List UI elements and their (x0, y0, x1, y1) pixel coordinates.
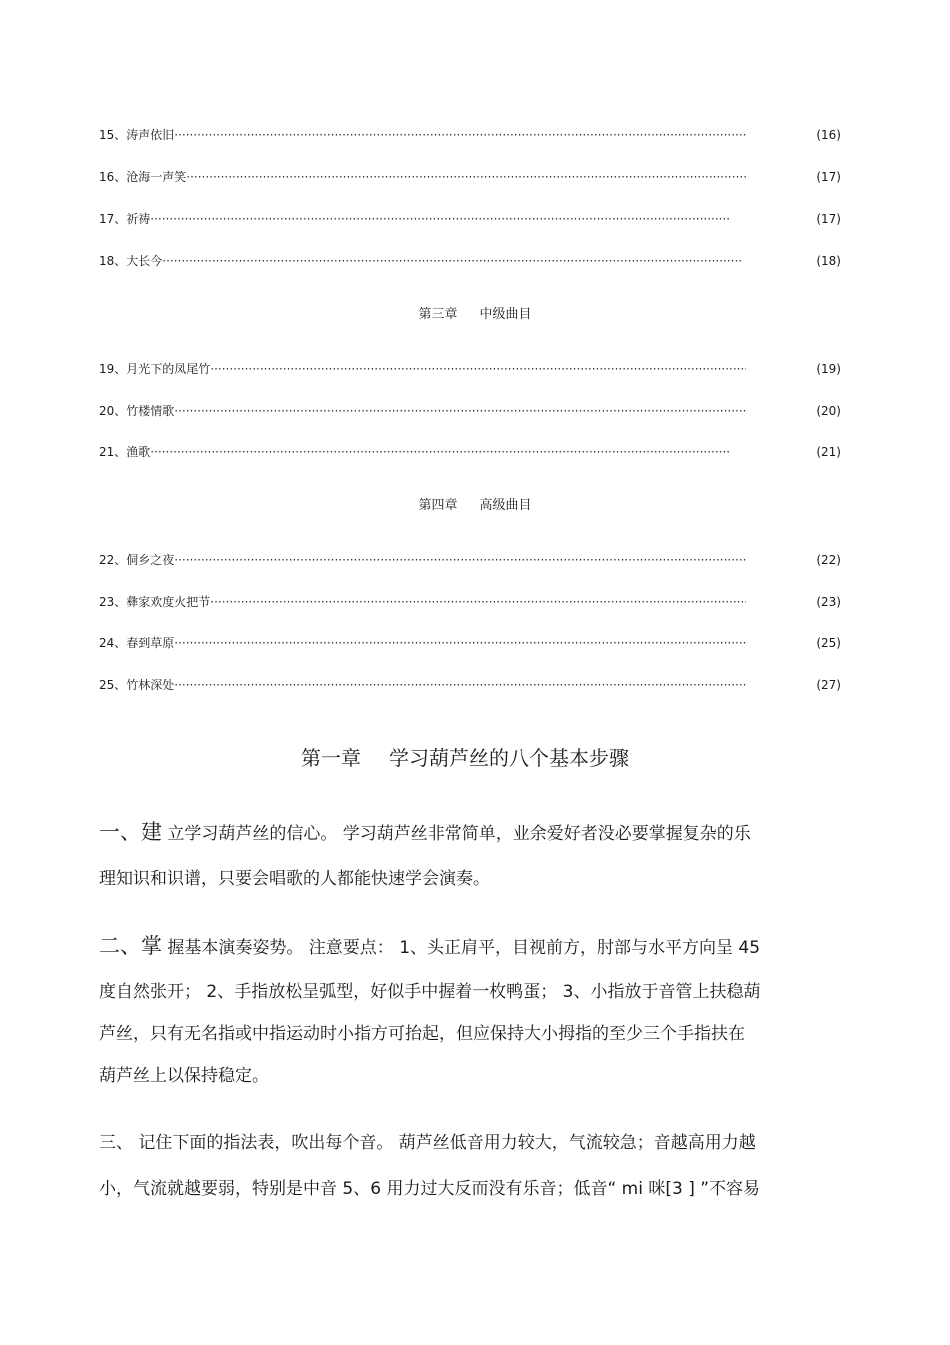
section-1-line-1 (99, 820, 751, 846)
toc-entry-page: (27) (816, 678, 841, 692)
toc-entry-title: 15、涛声依旧 ····· (99, 125, 746, 145)
section-2-prefix: 二、 (99, 934, 141, 958)
chapter-title (0, 745, 930, 771)
toc-entry-page: (20) (816, 404, 841, 418)
section-3-line-2: 小，气流就越要弱，特别是中音 5、6 用力过大反而没有乐音；低音“ mi 咪[3 ] ”不容易 (99, 1179, 761, 1199)
section-2-line-2: 度自然张开； 2、手指放松呈弧型，好似手中握着一枚鸭蛋； 3、小指放于音管上扶稳葫 (99, 982, 761, 1002)
section-2-line-4: 葫芦丝上以保持稳定。 (99, 1066, 269, 1086)
toc-entry (99, 125, 841, 145)
toc-entry (99, 209, 841, 229)
toc-entry-title: 22、侗乡之夜 ····· (99, 550, 746, 570)
toc-entry-title: 19、月光下的凤尾竹 ····· (99, 359, 746, 379)
toc-chapter-heading (0, 496, 950, 516)
toc-chapter-heading (0, 305, 950, 325)
toc-entry-title: 23、彝家欢度火把节 ····· (99, 592, 746, 612)
toc-entry (99, 167, 841, 187)
toc-entry (99, 633, 841, 653)
toc-entry (99, 442, 841, 462)
toc-entry (99, 592, 841, 612)
toc-entry-title: 25、竹林深处 ····· (99, 675, 746, 695)
toc-entry-title: 18、大长今 ····· (99, 251, 746, 271)
toc-entry-page: (22) (816, 553, 841, 567)
toc-entry-page: (21) (816, 445, 841, 459)
section-1-prefix: 一、 (99, 820, 141, 844)
toc-entry-title: 17、祈祷 ····· (99, 209, 746, 229)
chapter-label: 第一章 (301, 746, 361, 770)
toc-chapter-label: 第四章 (418, 498, 458, 513)
toc-entry-title: 21、渔歌 ····· (99, 442, 746, 462)
section-2-line-1 (99, 934, 760, 960)
toc-entry-title: 24、春到草原 ····· (99, 633, 746, 653)
toc-entry-page: (18) (816, 254, 841, 268)
toc-entry-page: (16) (816, 128, 841, 142)
toc-chapter-name: 中级曲目 (479, 307, 532, 322)
toc-entry (99, 359, 841, 379)
toc-entry (99, 251, 841, 271)
section-1-lead-char: 建 (141, 820, 162, 844)
toc-entry-page: (23) (816, 595, 841, 609)
section-3-line-1: 三、 记住下面的指法表，吹出每个音。 葫芦丝低音用力较大，气流较急；音越高用力越 (99, 1133, 756, 1153)
toc-entry (99, 675, 841, 695)
toc-entry-page: (25) (816, 636, 841, 650)
section-2-lead-char: 掌 (141, 934, 162, 958)
toc-entry (99, 550, 841, 570)
toc-entry-page: (17) (816, 170, 841, 184)
section-2-line-3: 芦丝，只有无名指或中指运动时小指方可抬起，但应保持大小拇指的至少三个手指扶在 (99, 1024, 745, 1044)
toc-chapter-label: 第三章 (418, 307, 458, 322)
section-2-text: 握基本演奏姿势。 注意要点： 1、头正肩平，目视前方，肘部与水平方向呈 45 (167, 938, 761, 958)
toc-entry-page: (19) (816, 362, 841, 376)
section-1-text: 立学习葫芦丝的信心。 学习葫芦丝非常简单，业余爱好者没必要掌握复杂的乐 (167, 824, 751, 844)
chapter-name: 学习葫芦丝的八个基本步骤 (389, 746, 629, 770)
toc-chapter-name: 高级曲目 (479, 498, 532, 513)
section-1-line-2: 理知识和识谱，只要会唱歌的人都能快速学会演奏。 (99, 869, 490, 889)
toc-entry-title: 16、沧海一声笑 ····· (99, 167, 746, 187)
toc-entry-title: 20、竹楼情歌 ····· (99, 401, 746, 421)
toc-entry (99, 401, 841, 421)
toc-entry-page: (17) (816, 212, 841, 226)
